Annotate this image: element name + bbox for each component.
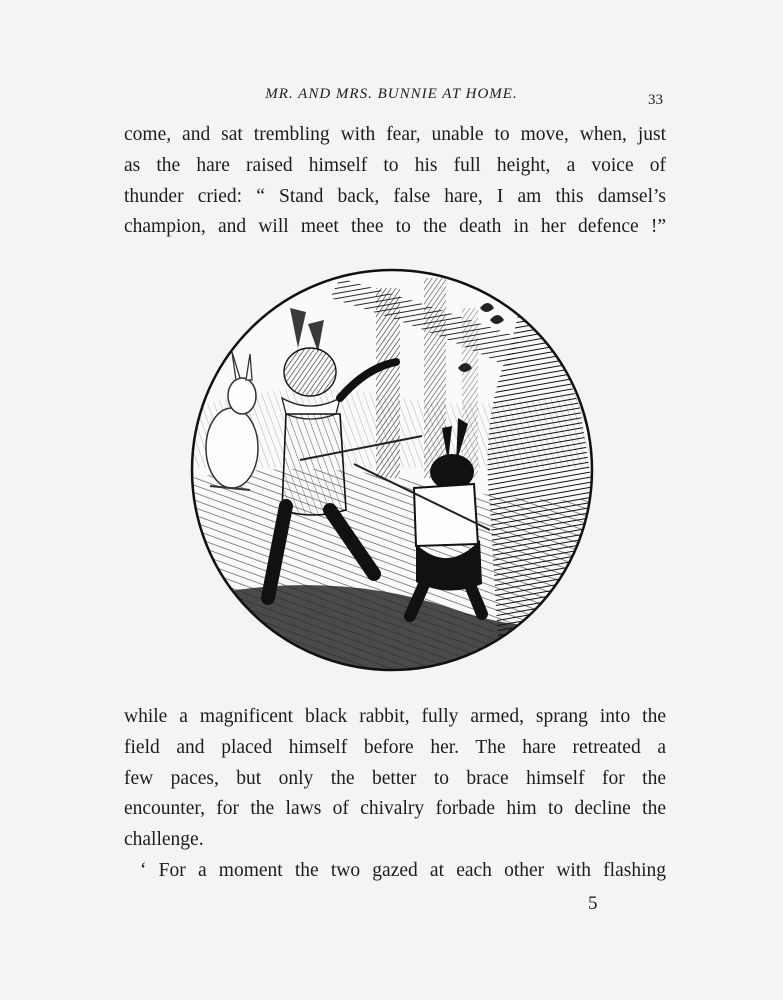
text-line: come, and sat trembling with fear, unable to move, when, just	[124, 124, 666, 145]
running-title: MR. AND MRS. BUNNIE AT HOME.	[265, 86, 518, 102]
paragraph-bottom	[124, 702, 666, 887]
text-line: encounter, for the laws of chivalry forbade him to decline the	[124, 798, 666, 820]
text-line: thunder cried: “ Stand back, false hare, I am this damsel’s	[124, 185, 666, 207]
page-number: 33	[648, 92, 663, 108]
paragraph-top	[124, 120, 666, 243]
text-line: ‘ For a moment the two gazed at each other with flashing	[140, 859, 666, 881]
text-line: field and placed himself before her. The hare retreated a	[124, 736, 666, 758]
text-line: champion, and will meet thee to the death in her defence !”	[124, 216, 666, 238]
text-line: challenge.	[124, 829, 204, 851]
signature-mark: 5	[588, 893, 598, 914]
text-line: as the hare raised himself to his full height, a voice of	[124, 154, 666, 176]
text-line: few paces, but only the better to brace himself for the	[124, 767, 666, 789]
text-line: while a magnificent black rabbit, fully armed, sprang into the	[124, 706, 666, 727]
circular-engraving-illustration	[190, 268, 594, 672]
